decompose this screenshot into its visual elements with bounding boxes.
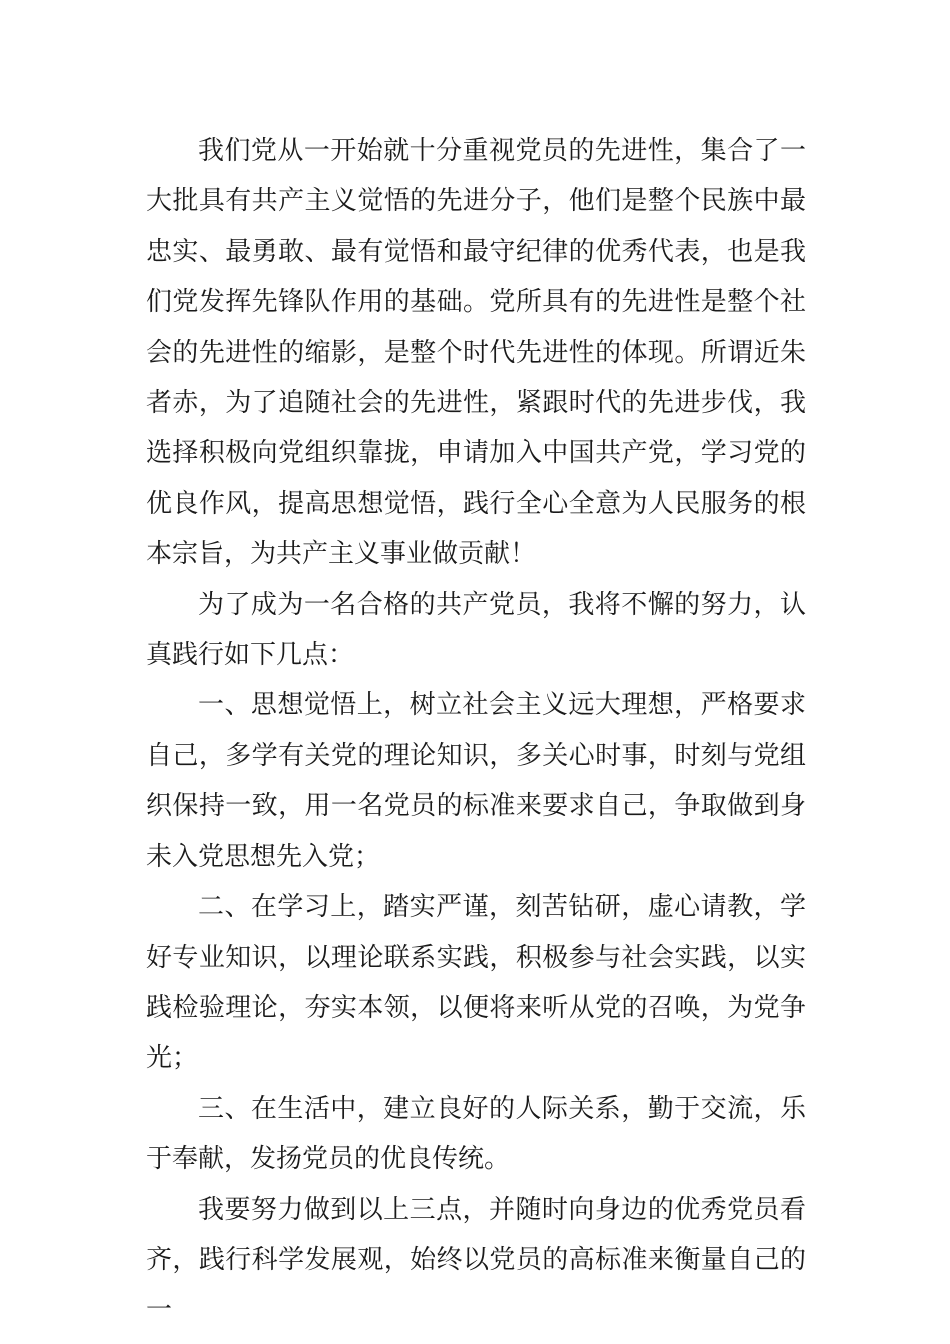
paragraph-advanced-nature: 我们党从一开始就十分重视党员的先进性，集合了一大批具有共产主义觉悟的先进分子，他们是整个民族中最忠实、最勇敢、最有觉悟和最守纪律的优秀代表，也是我们党发挥先锋队作用的基础。党所具有的先进性是整个社会的先进性的缩影，是整个时代先进性的体现。所谓近朱者赤，为了追随社会的先进性，紧跟时代的先进步伐，我选择积极向党组织靠拢，申请加入中国共产党，学习党的优良作风，提高思想觉悟，践行全心全意为人民服务的根本宗旨，为共产主义事业做贡献！ (146, 136, 806, 570)
paragraph-conclusion: 我要努力做到以上三点，并随时向身边的优秀党员看齐，践行科学发展观，始终以党员的高标准来衡量自己的一 (146, 1194, 806, 1326)
paragraph-point-one: 一、思想觉悟上，树立社会主义远大理想，严格要求自己，多学有关党的理论知识，多关心时事，时刻与党组织保持一致，用一名党员的标准来要求自己，争取做到身未入党思想先入党； (146, 690, 806, 872)
paragraph-commitment-intro: 为了成为一名合格的共产党员，我将不懈的努力，认真践行如下几点： (146, 589, 806, 671)
paragraph-point-two: 二、在学习上，踏实严谨，刻苦钻研，虚心请教，学好专业知识，以理论联系实践，积极参与社会实践，以实践检验理论，夯实本领，以便将来听从党的召唤，为党争光； (146, 892, 806, 1074)
document-body (146, 126, 806, 1336)
paragraph-point-three: 三、在生活中，建立良好的人际关系，勤于交流，乐于奉献，发扬党员的优良传统。 (146, 1093, 806, 1175)
